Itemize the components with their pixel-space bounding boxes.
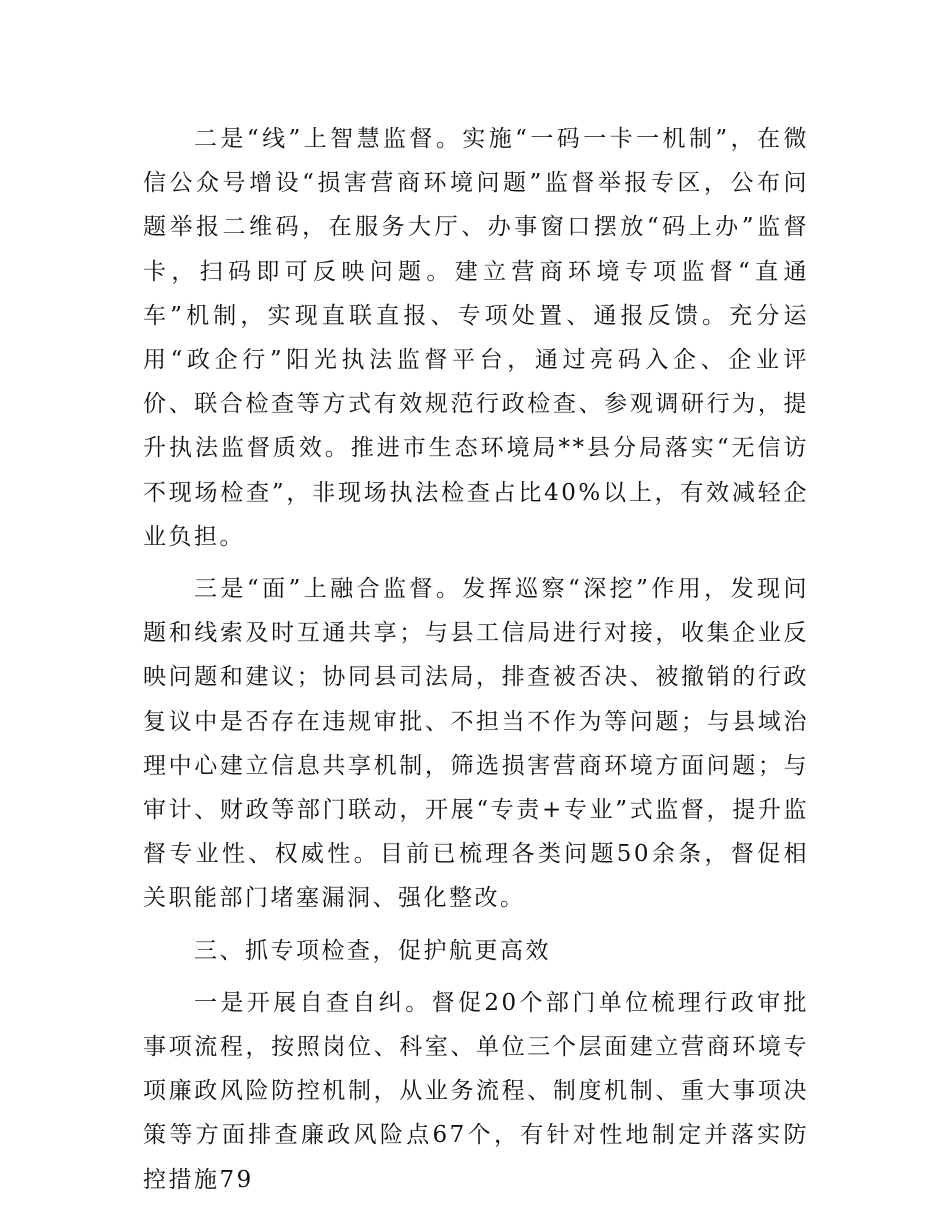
document-body	[143, 117, 809, 1210]
paragraph-integrated-supervision: 三是“面”上融合监督。发挥巡察“深挖”作用，发现问题和线索及时互通共享；与县工信局进行对接，收集企业反映问题和建议；协同县司法局，排查被否决、被撤销的行政复议中是否存在违规审批、不担当不作为等问题；与县域治理中心建立信息共享机制，筛选损害营商环境方面问题；与审计、财政等部门联动，开展“专责+专业”式监督，提升监督专业性、权威性。目前已梳理各类问题50余条，督促相关职能部门堵塞漏洞、强化整改。	[143, 576, 809, 912]
section-heading: 三、抓专项检查，促护航更高效	[194, 937, 551, 964]
paragraph-online-supervision: 二是“线”上智慧监督。实施“一码一卡一机制”，在微信公众号增设“损害营商环境问题”监督举报专区，公布问题举报二维码，在服务大厅、办事窗口摆放“码上办”监督卡，扫码即可反映问题。建立营商环境专项监督“直通车”机制，实现直联直报、专项处置、通报反馈。充分运用“政企行”阳光执法监督平台，通过亮码入企、企业评价、联合检查等方式有效规范行政检查、参观调研行为，提升执法监督质效。推进市生态环境局**县分局落实“无信访不现场检查”，非现场执法检查占比40%以上，有效减轻企业负担。	[143, 126, 809, 550]
paragraph-self-inspection: 一是开展自查自纠。督促20个部门单位梳理行政审批事项流程，按照岗位、科室、单位三个层面建立营商环境专项廉政风险防控机制，从业务流程、制度机制、重大事项决策等方面排查廉政风险点67个，有针对性地制定并落实防控措施79	[143, 989, 809, 1193]
